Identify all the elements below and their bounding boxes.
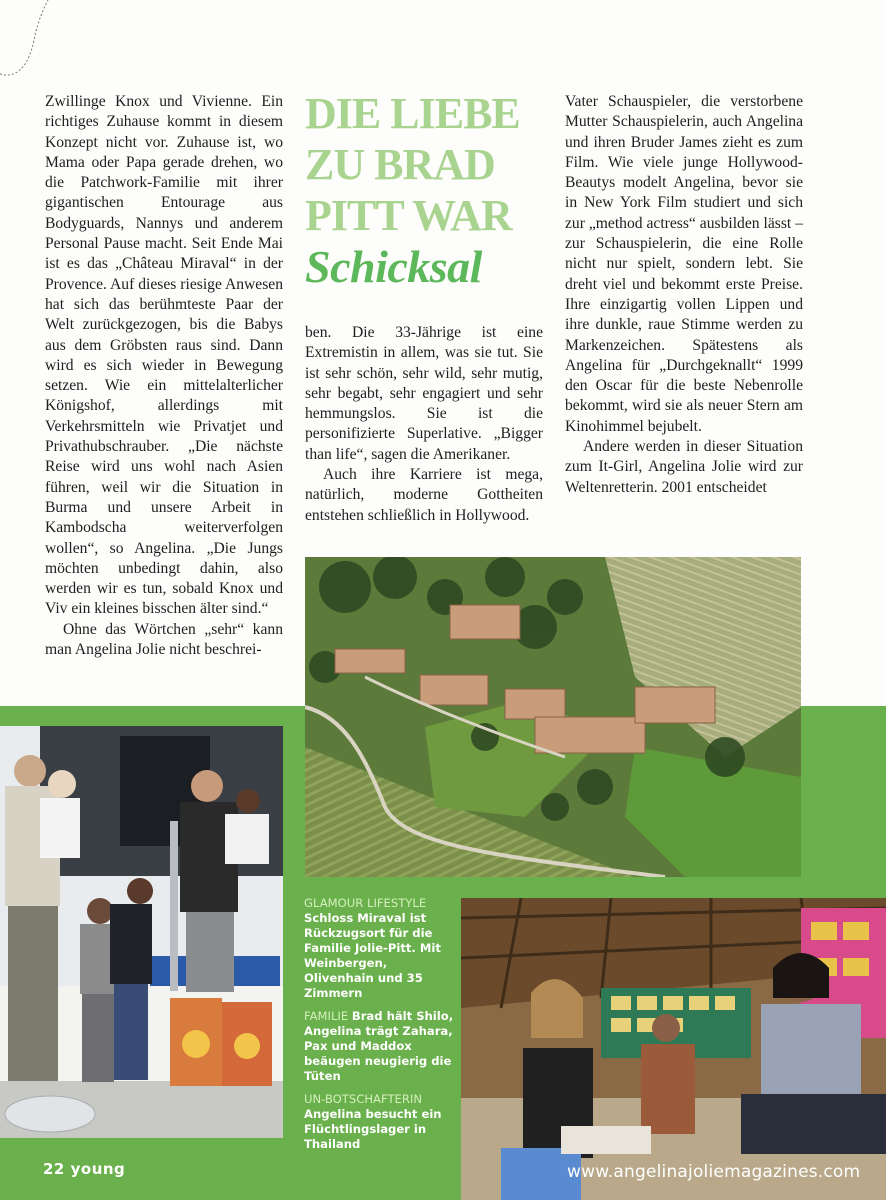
photo-family-on-boat [0,726,283,1138]
headline-accent: Schicksal [305,241,482,292]
caption-heading: FAMILIE [304,1009,349,1023]
paragraph: Zwillinge Knox und Vivienne. Ein richtiges Zuhause kommt in diesem Konzept nicht vor. Zuhause ist, wo Mama oder Papa gerade drehen, wo die Patchwork-Familie mit ihrer gigantischen Entourage aus Bodyguards, Nannys und anderem Personal Pause macht. Seit Ende Mai ist es das „Château Miraval“ in der Provence. Auf dieses riesige Anwesen hat sich das berühmteste Paar der Welt zurückgezogen, bis die Babys aus dem Gröbsten raus sind. Dann wird es sich wieder in Bewegung setzen. Wie ein mittelalterlicher Königshof, allerdings mit Verkehrsmitteln wie Privatjet und Privathubschrauber. „Die nächste Reise wird uns wohl nach Asien führen, weil wir die Situation in Burma und unsere Arbeit in Kambodscha weiterverfolgen wollen“, so Angelina. „Die Jungs möchten unbedingt dahin, also werden wir es tun, sobald Knox und Viv ein kleines bisschen älter sind.“ [45,93,283,618]
caption-heading: GLAMOUR LIFESTYLE [304,896,427,910]
paragraph: Vater Schauspieler, die verstorbene Mutter Schauspielerin, auch Angelina und ihren Bruder James zieht es zum Film. Wie viele junge Hollywood-Beautys modelt Angelina, bevor sie in New York Film studiert und sich zur „method actress“ ausbilden lässt – zur Schauspielerin, die eine Rolle nicht nur spielt, sondern lebt. Sie dreht viel und bekommt erste Preise. Ihre einzigartig vollen Lippen und ihre dunkle, raue Stimme werden zu Markenzeichen. Spätestens als Angelina für „Durchgeknallt“ 1999 den Oscar für die beste Nebenrolle bekommt, wird sie als neuer Stern am Kinohimmel bejubelt. [565,93,803,435]
paragraph: Andere werden in dieser Situation zum It-Girl, Angelina Jolie wird zur Weltenretterin. 2001 entscheidet [565,438,803,496]
watermark-url: www.angelinajoliemagazines.com [567,1162,861,1182]
article-column-1 [45,92,283,660]
corner-decoration [0,0,52,80]
paragraph: ben. Die 33-Jährige ist eine Extremistin in allem, was sie tut. Sie ist sehr schön, sehr wild, sehr mutig, sehr begabt, sehr engagiert und sehr hemmungslos. Sie ist die personifizierte Superlative. „Bigger than life“, sagen die Amerikaner. [305,324,543,463]
page-number: 22 [43,1160,65,1178]
paragraph: Ohne das Wörtchen „sehr“ kann man Angelina Jolie nicht beschrei- [45,620,283,659]
caption-glamour-lifestyle [304,896,454,1001]
caption-text: Angelina besucht ein Flüchtlingslager in Thailand [304,1107,442,1151]
article-column-2 [305,323,543,526]
aerial-photo-chateau-miraval [305,557,801,877]
magazine-name: young [70,1160,126,1178]
caption-text: Schloss Miraval ist Rückzugsort für die Familie Jolie-Pitt. Mit Weinbergen, Olivenhain und 35 Zimmern [304,911,441,1000]
caption-text: Brad hält Shilo, Angelina trägt Zahara, Pax und Maddox beäugen neugierig die Tüten [304,1009,454,1083]
photo-refugee-camp-thailand [461,898,886,1200]
caption-heading: UN-BOTSCHAFTERIN [304,1092,423,1106]
caption-un-botschafterin [304,1092,454,1152]
caption-familie [304,1009,454,1084]
page-folio [43,1160,125,1178]
headline-line: ZU BRAD [305,140,495,189]
headline-line: DIE LIEBE [305,89,520,138]
headline-line: PITT WAR [305,191,512,240]
headline [305,88,555,292]
paragraph: Auch ihre Karriere ist mega, natürlich, moderne Gottheiten entstehen schließlich in Hollywood. [305,466,543,524]
photo-captions [304,896,454,1160]
article-column-3 [565,92,803,498]
